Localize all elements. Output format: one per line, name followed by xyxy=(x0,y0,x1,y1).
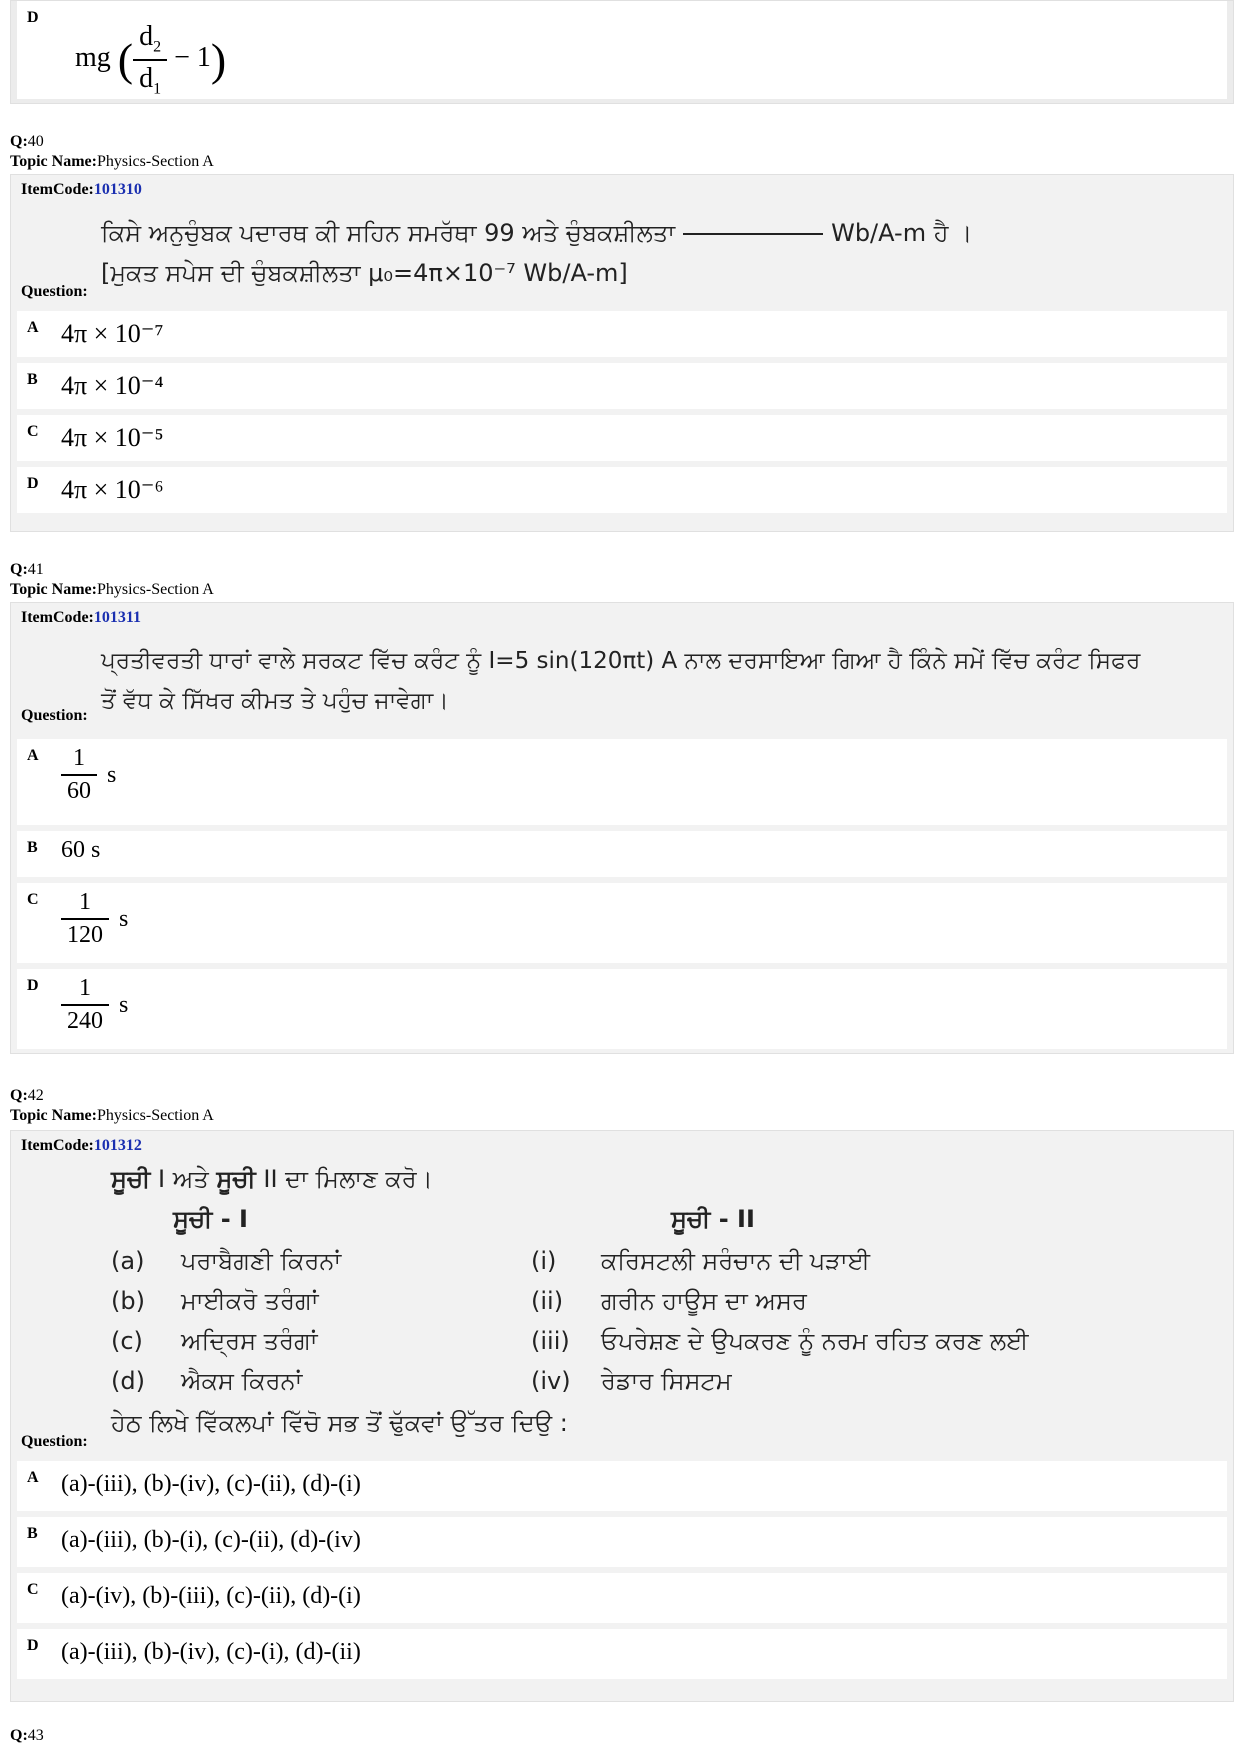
match-closing: ਹੇਠ ਲਿਖੇ ਵਿੱਕਲਪਾਂ ਵਿੱਚੋ ਸਭ ਤੋਂ ਢੁੱਕਵਾਂ ਉੱਤਰ ਦਿਉ : xyxy=(111,1409,568,1437)
option-row[interactable] xyxy=(17,831,1227,877)
option-row[interactable] xyxy=(17,311,1227,357)
option-row[interactable] xyxy=(17,1517,1227,1567)
topic-name: Physics-Section A xyxy=(96,153,214,170)
option-text: 60 s xyxy=(61,837,101,863)
option-row[interactable] xyxy=(17,883,1227,963)
item-code: ItemCode:101311 xyxy=(21,609,141,626)
question-label: Question: xyxy=(21,1433,88,1450)
list1-item: (b) xyxy=(111,1287,145,1315)
question-header: Q:40 Topic Name:Physics-Section A xyxy=(10,133,214,170)
option-formula: mg ( $\frac{d_2}{d_1}$ − 1) xyxy=(75,21,227,98)
list2-item: (iii) xyxy=(531,1327,570,1355)
list1-item-text: ਪਰਾਬੈਗਣੀ ਕਿਰਨਾਂ xyxy=(181,1247,342,1275)
list2-header: ਸੂਚੀ - II xyxy=(671,1205,755,1233)
list2-item: (i) xyxy=(531,1247,557,1275)
list2-item: (iv) xyxy=(531,1367,571,1395)
item-code: ItemCode:101310 xyxy=(21,181,142,198)
q39-options-block xyxy=(10,0,1234,104)
question-block xyxy=(10,174,1234,532)
question-text: ਕਿਸੇ ਅਨੁਚੁੰਬਕ ਪਦਾਰਥ ਕੀ ਸਹਿਨ ਸਮਰੱਥਾ 99 ਅਤੇ ਚੁੰਬਕਸ਼ੀਲਤਾ Wb/A-m ਹੈ । [ਮੁਕਤ ਸਪੇਸ ਦੀ ਚੁੰਬਕਸ਼ੀਲਤਾ μ₀=4π×10⁻⁷ Wb/A-m] xyxy=(101,219,973,287)
option-text: (a)-(iii), (b)-(iv), (c)-(i), (d)-(ii) xyxy=(61,1639,361,1665)
question-label: Question: xyxy=(21,707,88,724)
list2-item-text: ਓਪਰੇਸ਼ਣ ਦੇ ਉਪਕਰਣ ਨੂੰ ਨਰਮ ਰਹਿਤ ਕਰਣ ਲਈ xyxy=(601,1327,1029,1355)
question-label: Question: xyxy=(21,283,88,300)
list1-header: ਸੂਚੀ - I xyxy=(173,1205,248,1233)
match-table xyxy=(111,1165,1211,1435)
option-letter: C xyxy=(27,423,39,440)
option-text: $\frac{1}{120}$ s xyxy=(61,889,128,949)
option-letter: B xyxy=(27,839,38,856)
list2-item-text: ਰੇਡਾਰ ਸਿਸਟਮ xyxy=(601,1367,732,1395)
topic-name: Physics-Section A xyxy=(96,581,214,598)
list1-item: (d) xyxy=(111,1367,145,1395)
option-row[interactable] xyxy=(17,415,1227,461)
option-letter: C xyxy=(27,891,39,908)
question-number: 42 xyxy=(27,1087,44,1104)
option-row[interactable] xyxy=(17,969,1227,1049)
question-block xyxy=(10,602,1234,1054)
answer-blank xyxy=(683,233,823,235)
question-header: Q:41 Topic Name:Physics-Section A xyxy=(10,561,214,598)
option-row[interactable] xyxy=(17,739,1227,825)
option-row[interactable] xyxy=(17,1461,1227,1511)
option-text: 4π × 10⁻⁵ xyxy=(61,423,164,452)
match-intro: ਸੂਚੀ I ਅਤੇ ਸੂਚੀ II ਦਾ ਮਿਲਾਣ ਕਰੋ। xyxy=(111,1165,433,1193)
option-letter: D xyxy=(27,977,39,994)
option-letter: D xyxy=(27,1637,39,1654)
list1-item-text: ਐਕਸ ਕਿਰਨਾਂ xyxy=(181,1367,303,1395)
option-text: (a)-(iv), (b)-(iii), (c)-(ii), (d)-(i) xyxy=(61,1583,361,1609)
option-text: (a)-(iii), (b)-(iv), (c)-(ii), (d)-(i) xyxy=(61,1471,361,1497)
item-code: ItemCode:101312 xyxy=(21,1137,142,1154)
list1-item-text: ਅਦ੍ਰਿਸ ਤਰੰਗਾਂ xyxy=(181,1327,318,1355)
question-header: Q:43 xyxy=(10,1727,44,1744)
list2-item: (ii) xyxy=(531,1287,564,1315)
list1-item: (a) xyxy=(111,1247,145,1275)
option-text: $\frac{1}{240}$ s xyxy=(61,975,128,1035)
option-letter: A xyxy=(27,747,39,764)
option-row[interactable] xyxy=(17,1,1227,99)
option-letter: D xyxy=(27,9,39,26)
option-row[interactable] xyxy=(17,1629,1227,1679)
list1-item: (c) xyxy=(111,1327,143,1355)
option-letter: B xyxy=(27,1525,38,1542)
option-letter: B xyxy=(27,371,38,388)
option-text: 4π × 10⁻⁴ xyxy=(61,371,164,400)
option-letter: A xyxy=(27,319,39,336)
question-text: ਪ੍ਰਤੀਵਰਤੀ ਧਾਰਾਂ ਵਾਲੇ ਸਰਕਟ ਵਿੱਚ ਕਰੰਟ ਨੂੰ I=5 sin(120πt) A ਨਾਲ ਦਰਸਾਇਆ ਗਿਆ ਹੈ ਕਿੰਨੇ ਸਮੇਂ ਵਿੱਚ ਕਰੰਟ ਸਿਫਰ ਤੋਂ ਵੱਧ ਕੇ ਸਿੱਖਰ ਕੀਮਤ ਤੇ ਪਹੁੰਚ ਜਾਵੇਗਾ। xyxy=(101,648,1141,714)
question-number: 41 xyxy=(27,561,44,578)
option-row[interactable] xyxy=(17,467,1227,513)
list1-item-text: ਮਾਈਕਰੋ ਤਰੰਗਾਂ xyxy=(181,1287,319,1315)
option-text: (a)-(iii), (b)-(i), (c)-(ii), (d)-(iv) xyxy=(61,1527,361,1553)
option-row[interactable] xyxy=(17,1573,1227,1623)
question-header: Q:42 Topic Name:Physics-Section A xyxy=(10,1087,214,1124)
option-text: $\frac{1}{60}$ s xyxy=(61,745,116,805)
question-number: 40 xyxy=(27,133,44,150)
option-row[interactable] xyxy=(17,363,1227,409)
question-number: 43 xyxy=(27,1727,44,1744)
option-letter: D xyxy=(27,475,39,492)
option-letter: A xyxy=(27,1469,39,1486)
option-text: 4π × 10⁻⁶ xyxy=(61,475,164,504)
option-text: 4π × 10⁻⁷ xyxy=(61,319,164,348)
question-block xyxy=(10,1130,1234,1702)
topic-name: Physics-Section A xyxy=(96,1107,214,1124)
list2-item-text: ਗਰੀਨ ਹਾਊਸ ਦਾ ਅਸਰ xyxy=(601,1287,807,1315)
list2-item-text: ਕਰਿਸਟਲੀ ਸਰੰਚਾਨ ਦੀ ਪੜਾਈ xyxy=(601,1247,870,1275)
option-letter: C xyxy=(27,1581,39,1598)
